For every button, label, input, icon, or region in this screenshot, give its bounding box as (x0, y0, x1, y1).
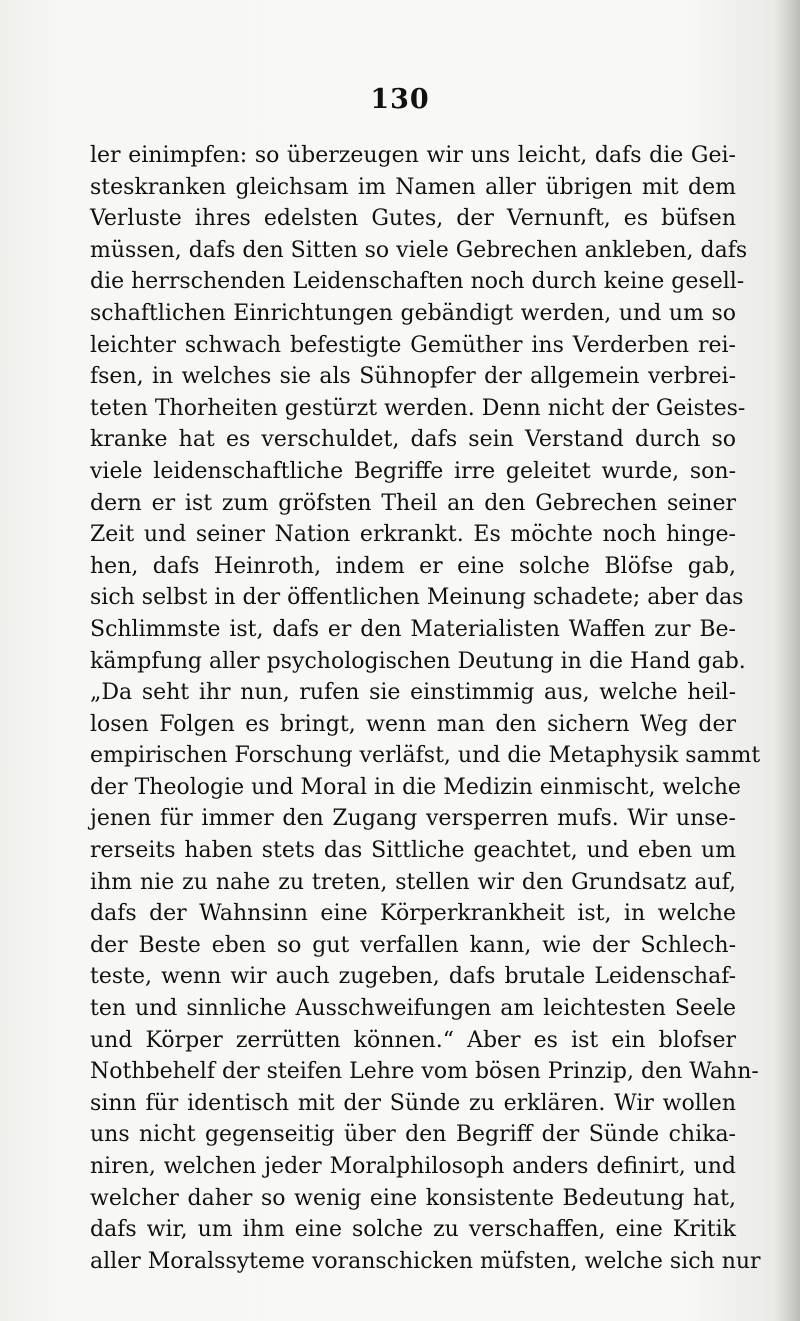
text-line: dafs der Wahnsinn eine Körperkrankheit ist, in welche (90, 901, 736, 927)
text-line: jenen für immer den Zugang versperren mufs. Wir unse- (90, 806, 736, 832)
text-line: und Körper zerrütten können.“ Aber es ist ein blofser (90, 1027, 736, 1053)
text-line: leichter schwach befestigte Gemüther ins Verderben rei- (90, 332, 736, 358)
text-line: Nothbehelf der steifen Lehre vom bösen Prinzip, den Wahn- (90, 1059, 759, 1085)
text-line: uns nicht gegenseitig über den Begriff der Sünde chika- (90, 1122, 736, 1148)
text-line: teste, wenn wir auch zugeben, dafs brutale Leidenschaf- (90, 964, 736, 990)
text-line: der Beste eben so gut verfallen kann, wie der Schlech- (90, 932, 736, 958)
text-line: Zeit und seiner Nation erkrankt. Es möchte noch hinge- (90, 522, 736, 548)
text-line: der Theologie und Moral in die Medizin einmischt, welche (90, 774, 741, 800)
text-line: hen, dafs Heinroth, indem er eine solche Blöfse gab, (90, 553, 736, 579)
text-line: ihm nie zu nahe zu treten, stellen wir den Grundsatz auf, (90, 869, 736, 895)
text-line: sinn für identisch mit der Sünde zu erklären. Wir wollen (90, 1090, 736, 1116)
text-line: kämpfung aller psychologischen Deutung in die Hand gab. (90, 648, 746, 674)
text-line: losen Folgen es bringt, wenn man den sichern Weg der (90, 711, 736, 737)
text-line: viele leidenschaftliche Begriffe irre geleitet wurde, son- (90, 458, 736, 484)
text-line: müssen, dafs den Sitten so viele Gebrechen ankleben, dafs (90, 237, 748, 263)
text-line: ten und sinnliche Ausschweifungen am leichtesten Seele (90, 996, 736, 1022)
text-line: teten Thorheiten gestürzt werden. Denn nicht der Geistes- (90, 395, 746, 421)
text-line: „Da seht ihr nun, rufen sie einstimmig aus, welche heil- (90, 680, 736, 706)
page-number: 130 (370, 84, 430, 115)
text-line: dafs wir, um ihm eine solche zu verschaffen, eine Kritik (90, 1217, 736, 1243)
text-line: fsen, in welches sie als Sühnopfer der allgemein verbrei- (90, 364, 736, 390)
text-line: sich selbst in der öffentlichen Meinung schadete; aber das (90, 585, 744, 611)
text-line: rerseits haben stets das Sittliche geachtet, und eben um (90, 838, 736, 864)
text-line: die herrschenden Leidenschaften noch durch keine gesell- (90, 269, 745, 295)
text-line: Verluste ihres edelsten Gutes, der Vernunft, es büfsen (90, 206, 736, 232)
text-line: niren, welchen jeder Moralphilosoph anders definirt, und (90, 1154, 736, 1179)
text-line: empirischen Forschung verläfst, und die Metaphysik sammt (90, 743, 761, 769)
text-line: welcher daher so wenig eine konsistente Bedeutung hat, (90, 1185, 736, 1211)
text-line: Schlimmste ist, dafs er den Materialisten Waffen zur Be- (90, 616, 736, 642)
body-text (90, 140, 761, 1277)
text-line: schaftlichen Einrichtungen gebändigt werden, und um so (90, 300, 736, 326)
text-line: kranke hat es verschuldet, dafs sein Verstand durch so (90, 427, 736, 453)
text-line: ler einimpfen: so überzeugen wir uns leicht, dafs die Gei- (90, 143, 736, 168)
text-line: dern er ist zum gröfsten Theil an den Gebrechen seiner (90, 490, 736, 516)
text-line: steskranken gleichsam im Namen aller übrigen mit dem (90, 174, 736, 200)
text-line: aller Moralssyteme voranschicken müfsten, welche sich nur (90, 1248, 761, 1274)
page-edge-shadow (774, 0, 800, 1321)
